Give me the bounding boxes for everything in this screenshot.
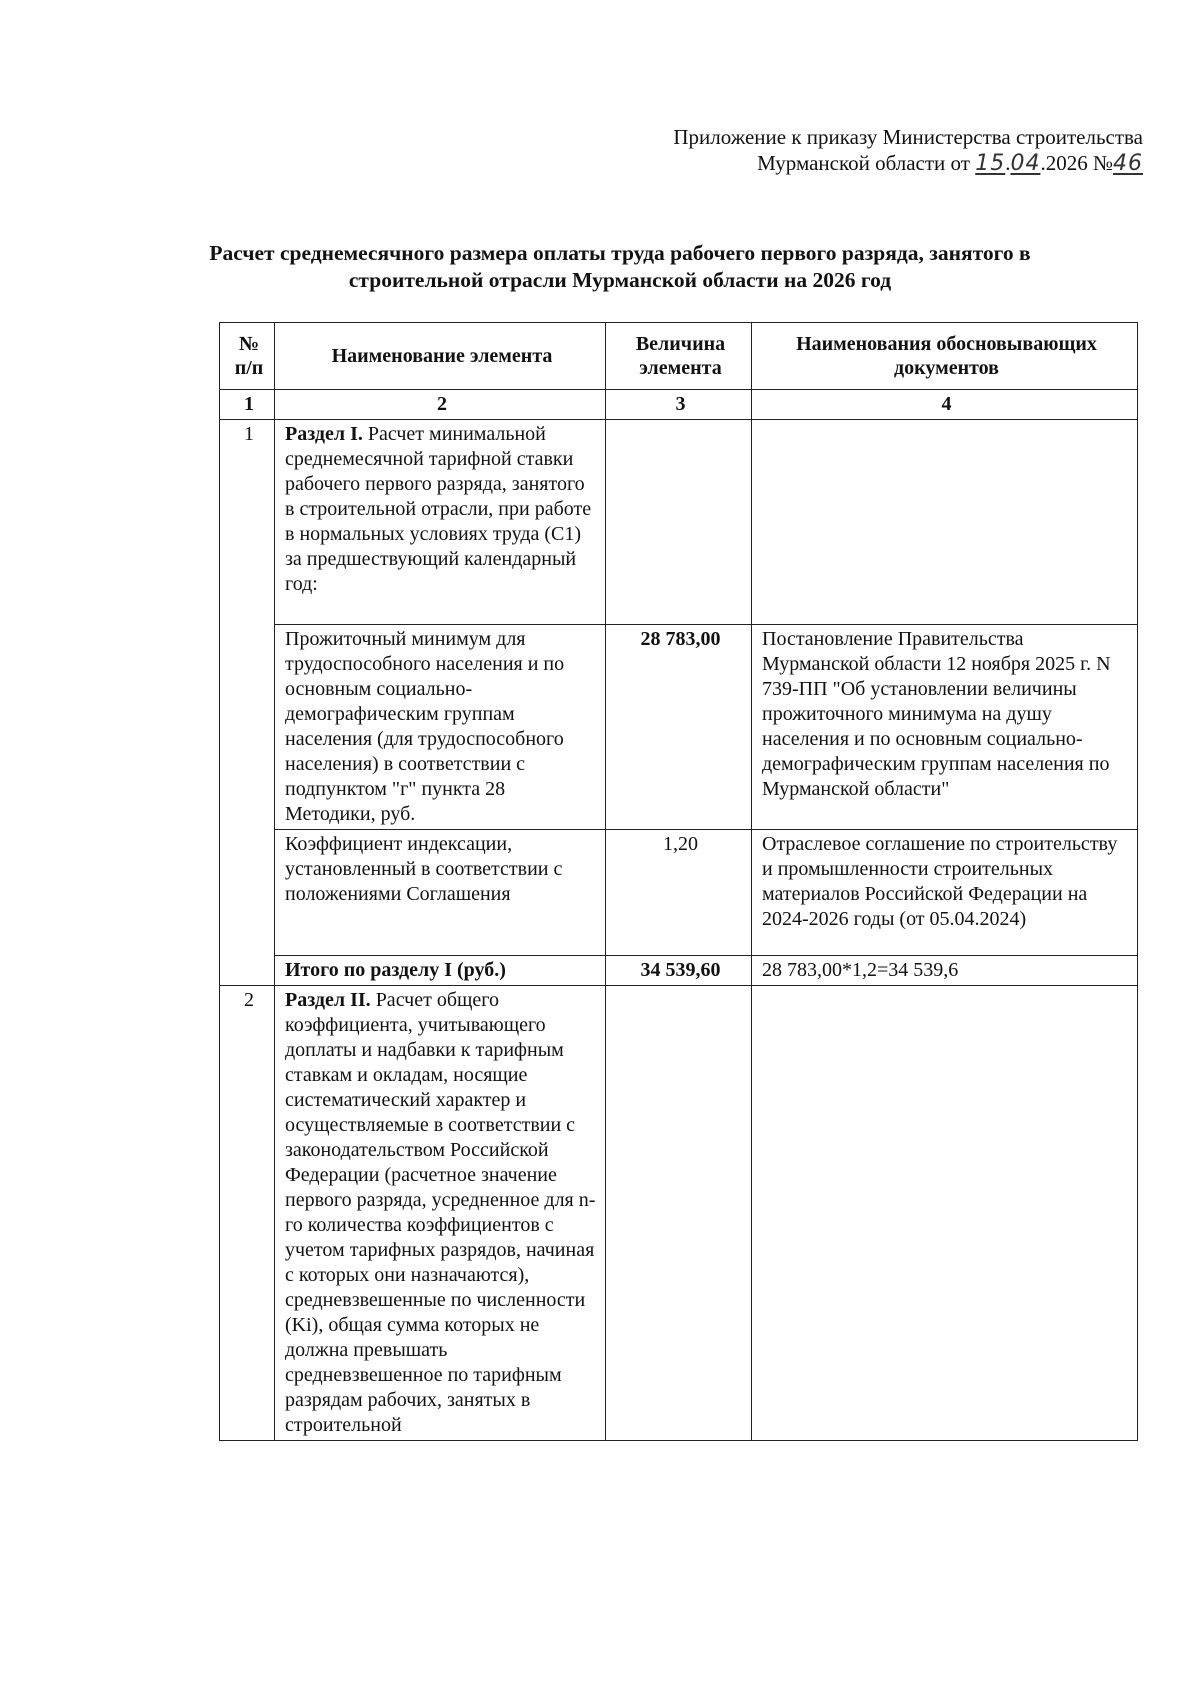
row-subsistence-minimum-name: Прожиточный минимум для трудоспособного населения и по основным социально-демографическим группам населения (для трудоспособного населения) в соответствии с подпунктом "г" пункта 28 Методики, руб. [275,625,606,830]
row-subsistence-minimum-value: 28 783,00 [606,625,752,830]
row-indexation-coefficient-name: Коэффициент индексации, установленный в соответствии с положениями Соглашения [275,830,606,956]
table-row [220,830,1138,956]
section-1-total-label: Итого по разделу I (руб.) [275,956,606,986]
column-number-1: 1 [220,390,275,420]
section-1-heading-text: Расчет минимальной среднемесячной тарифной ставки рабочего первого разряда, занятого в строительной отрасли, при работе в нормальных условиях труда (С1) за предшествующий календарный год: [285,423,592,595]
section-1-heading-doc-cell [752,420,1138,625]
row-indexation-coefficient-doc: Отраслевое соглашение по строительству и промышленности строительных материалов Российской Федерации на 2024-2026 годы (от 05.04.2024) [752,830,1138,956]
column-header-element-value: Величина элемента [606,323,752,390]
column-header-documents: Наименования обосновывающих документов [752,323,1138,390]
handwritten-day: 15 [975,151,1006,176]
section-2-heading [275,986,606,1441]
row-indexation-coefficient-value: 1,20 [606,830,752,956]
column-number-3: 3 [606,390,752,420]
handwritten-order-number: 46 [1113,151,1143,176]
section-1-total-value: 34 539,60 [606,956,752,986]
column-number-row [220,390,1138,420]
section-1-number: 1 [220,420,275,986]
section-2-doc-cell [752,986,1138,1441]
handwritten-month: 04 [1010,151,1041,176]
section-1-total-formula: 28 783,00*1,2=34 539,6 [752,956,1138,986]
appendix-line-2 [673,150,1143,177]
section-2-value-cell [606,986,752,1441]
section-2-heading-label: Раздел II. [285,989,371,1011]
appendix-line-2-suffix: .2026 № [1040,151,1113,175]
table-row [220,625,1138,830]
column-number-2: 2 [275,390,606,420]
table-row [220,956,1138,986]
section-2-heading-text: Расчет общего коэффициента, учитывающего доплаты и надбавки к тарифным ставкам и окладам, носящие систематический характер и осуществляемые в соответствии с законодательством Российской Федерации (расчетное значение первого разряда, усредненное для n-го количества коэффициентов с учетом тарифных разрядов, начиная с которых они назначаются), средневзвешенные по численности (Ki), общая сумма которых не должна превышать средневзвешенное по тарифным разрядам рабочих, занятых в строительной [285,989,596,1436]
document-title-line-1: Расчет среднемесячного размера оплаты труда рабочего первого разряда, занятого в [209,241,1031,265]
table-row [220,420,1138,625]
section-1-heading-value-cell [606,420,752,625]
calculation-table [219,322,1138,1441]
document-title-line-2: строительной отрасли Мурманской области на 2026 год [348,268,892,292]
column-number-4: 4 [752,390,1138,420]
table-row [220,986,1138,1441]
column-header-number: № п/п [220,323,275,390]
date-separator: . [1005,151,1011,175]
section-1-heading [275,420,606,625]
column-header-element-name: Наименование элемента [275,323,606,390]
section-1-heading-label: Раздел I. [285,423,363,445]
appendix-line-2-prefix: Мурманской области от [757,151,976,175]
appendix-note [673,124,1143,177]
document-title [140,240,1100,294]
table-header-row [220,323,1138,390]
section-2-number: 2 [220,986,275,1441]
row-subsistence-minimum-doc: Постановление Правительства Мурманской области 12 ноября 2025 г. N 739-ПП "Об установлении величины прожиточного минимума на душу населения и по основным социально-демографическим группам населения по Мурманской области" [752,625,1138,830]
appendix-line-1: Приложение к приказу Министерства строительства [673,125,1143,149]
